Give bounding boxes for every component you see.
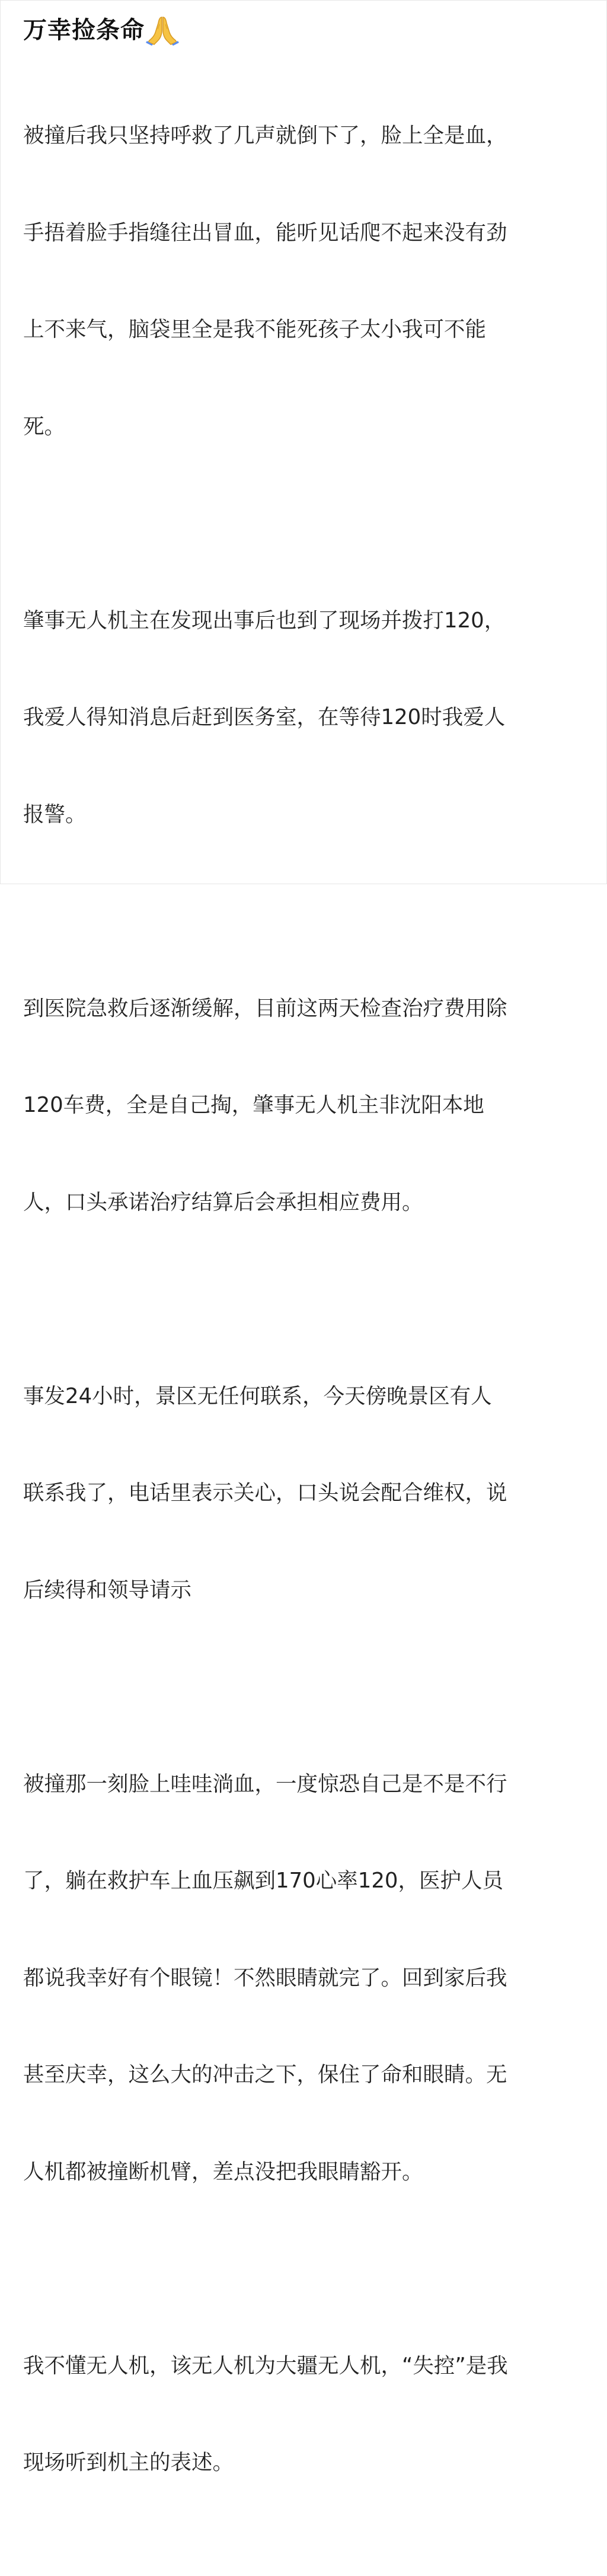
paragraph-line: 都说我幸好有个眼镜！不然眼睛就完了。回到家后我	[23, 1965, 507, 1990]
paragraph-line: 报警。	[23, 802, 87, 827]
paragraph	[23, 2285, 586, 2544]
paragraph-line: 上不来气，脑袋里全是我不能死孩子太小我可不能	[23, 317, 487, 342]
paragraph	[23, 55, 586, 508]
paragraph-line: 事发24小时，景区无任何联系，今天傍晚景区有人	[23, 1383, 492, 1408]
paragraph-line: 甚至庆幸，这么大的冲击之下，保住了命和眼睛。无	[23, 2062, 507, 2087]
post-title-row	[23, 12, 179, 48]
paragraph	[23, 928, 586, 1284]
paragraph-line: 后续得和领导请示	[23, 1577, 192, 1602]
paragraph-line: 联系我了，电话里表示关心，口头说会配合维权，说	[23, 1481, 507, 1505]
paragraph-line: 死。	[23, 414, 66, 439]
paragraph-line: 人，口头承诺治疗结算后会承担相应费用。	[23, 1190, 423, 1214]
paragraph-line: 到医院急救后逐渐缓解，目前这两天检查治疗费用除	[23, 996, 507, 1021]
paragraph	[23, 540, 586, 896]
paragraph-line: 人机都被撞断机臂，差点没把我眼睛豁开。	[23, 2159, 423, 2184]
paragraph-line: 120车费，全是自己掏，肇事无人机主非沈阳本地	[23, 1093, 484, 1117]
praying-hands-icon	[146, 15, 179, 46]
paragraph-line: 了，躺在救护车上血压飙到170心率120，医护人员	[23, 1869, 504, 1893]
paragraph-line: 被撞那一刻脸上哇哇淌血，一度惊恐自己是不是不行	[23, 1771, 507, 1796]
paragraph-line: 手捂着脸手指缝往出冒血，能听见话爬不起来没有劲	[23, 220, 507, 245]
post-body	[23, 55, 586, 2576]
paragraph-line: 被撞后我只坚持呼救了几声就倒下了，脸上全是血，	[23, 123, 507, 148]
paragraph	[23, 1704, 586, 2253]
paragraph-line: 肇事无人机主在发现出事后也到了现场并拨打120，	[23, 608, 506, 633]
paragraph-line: 现场听到机主的表述。	[23, 2450, 234, 2475]
paragraph	[23, 1316, 586, 1672]
paragraph-line: 我爱人得知消息后赶到医务室，在等待120时我爱人	[23, 705, 506, 729]
post-title: 万幸捡条命	[23, 17, 145, 44]
paragraph-line: 我不懂无人机，该无人机为大疆无人机，“失控”是我	[23, 2353, 508, 2378]
